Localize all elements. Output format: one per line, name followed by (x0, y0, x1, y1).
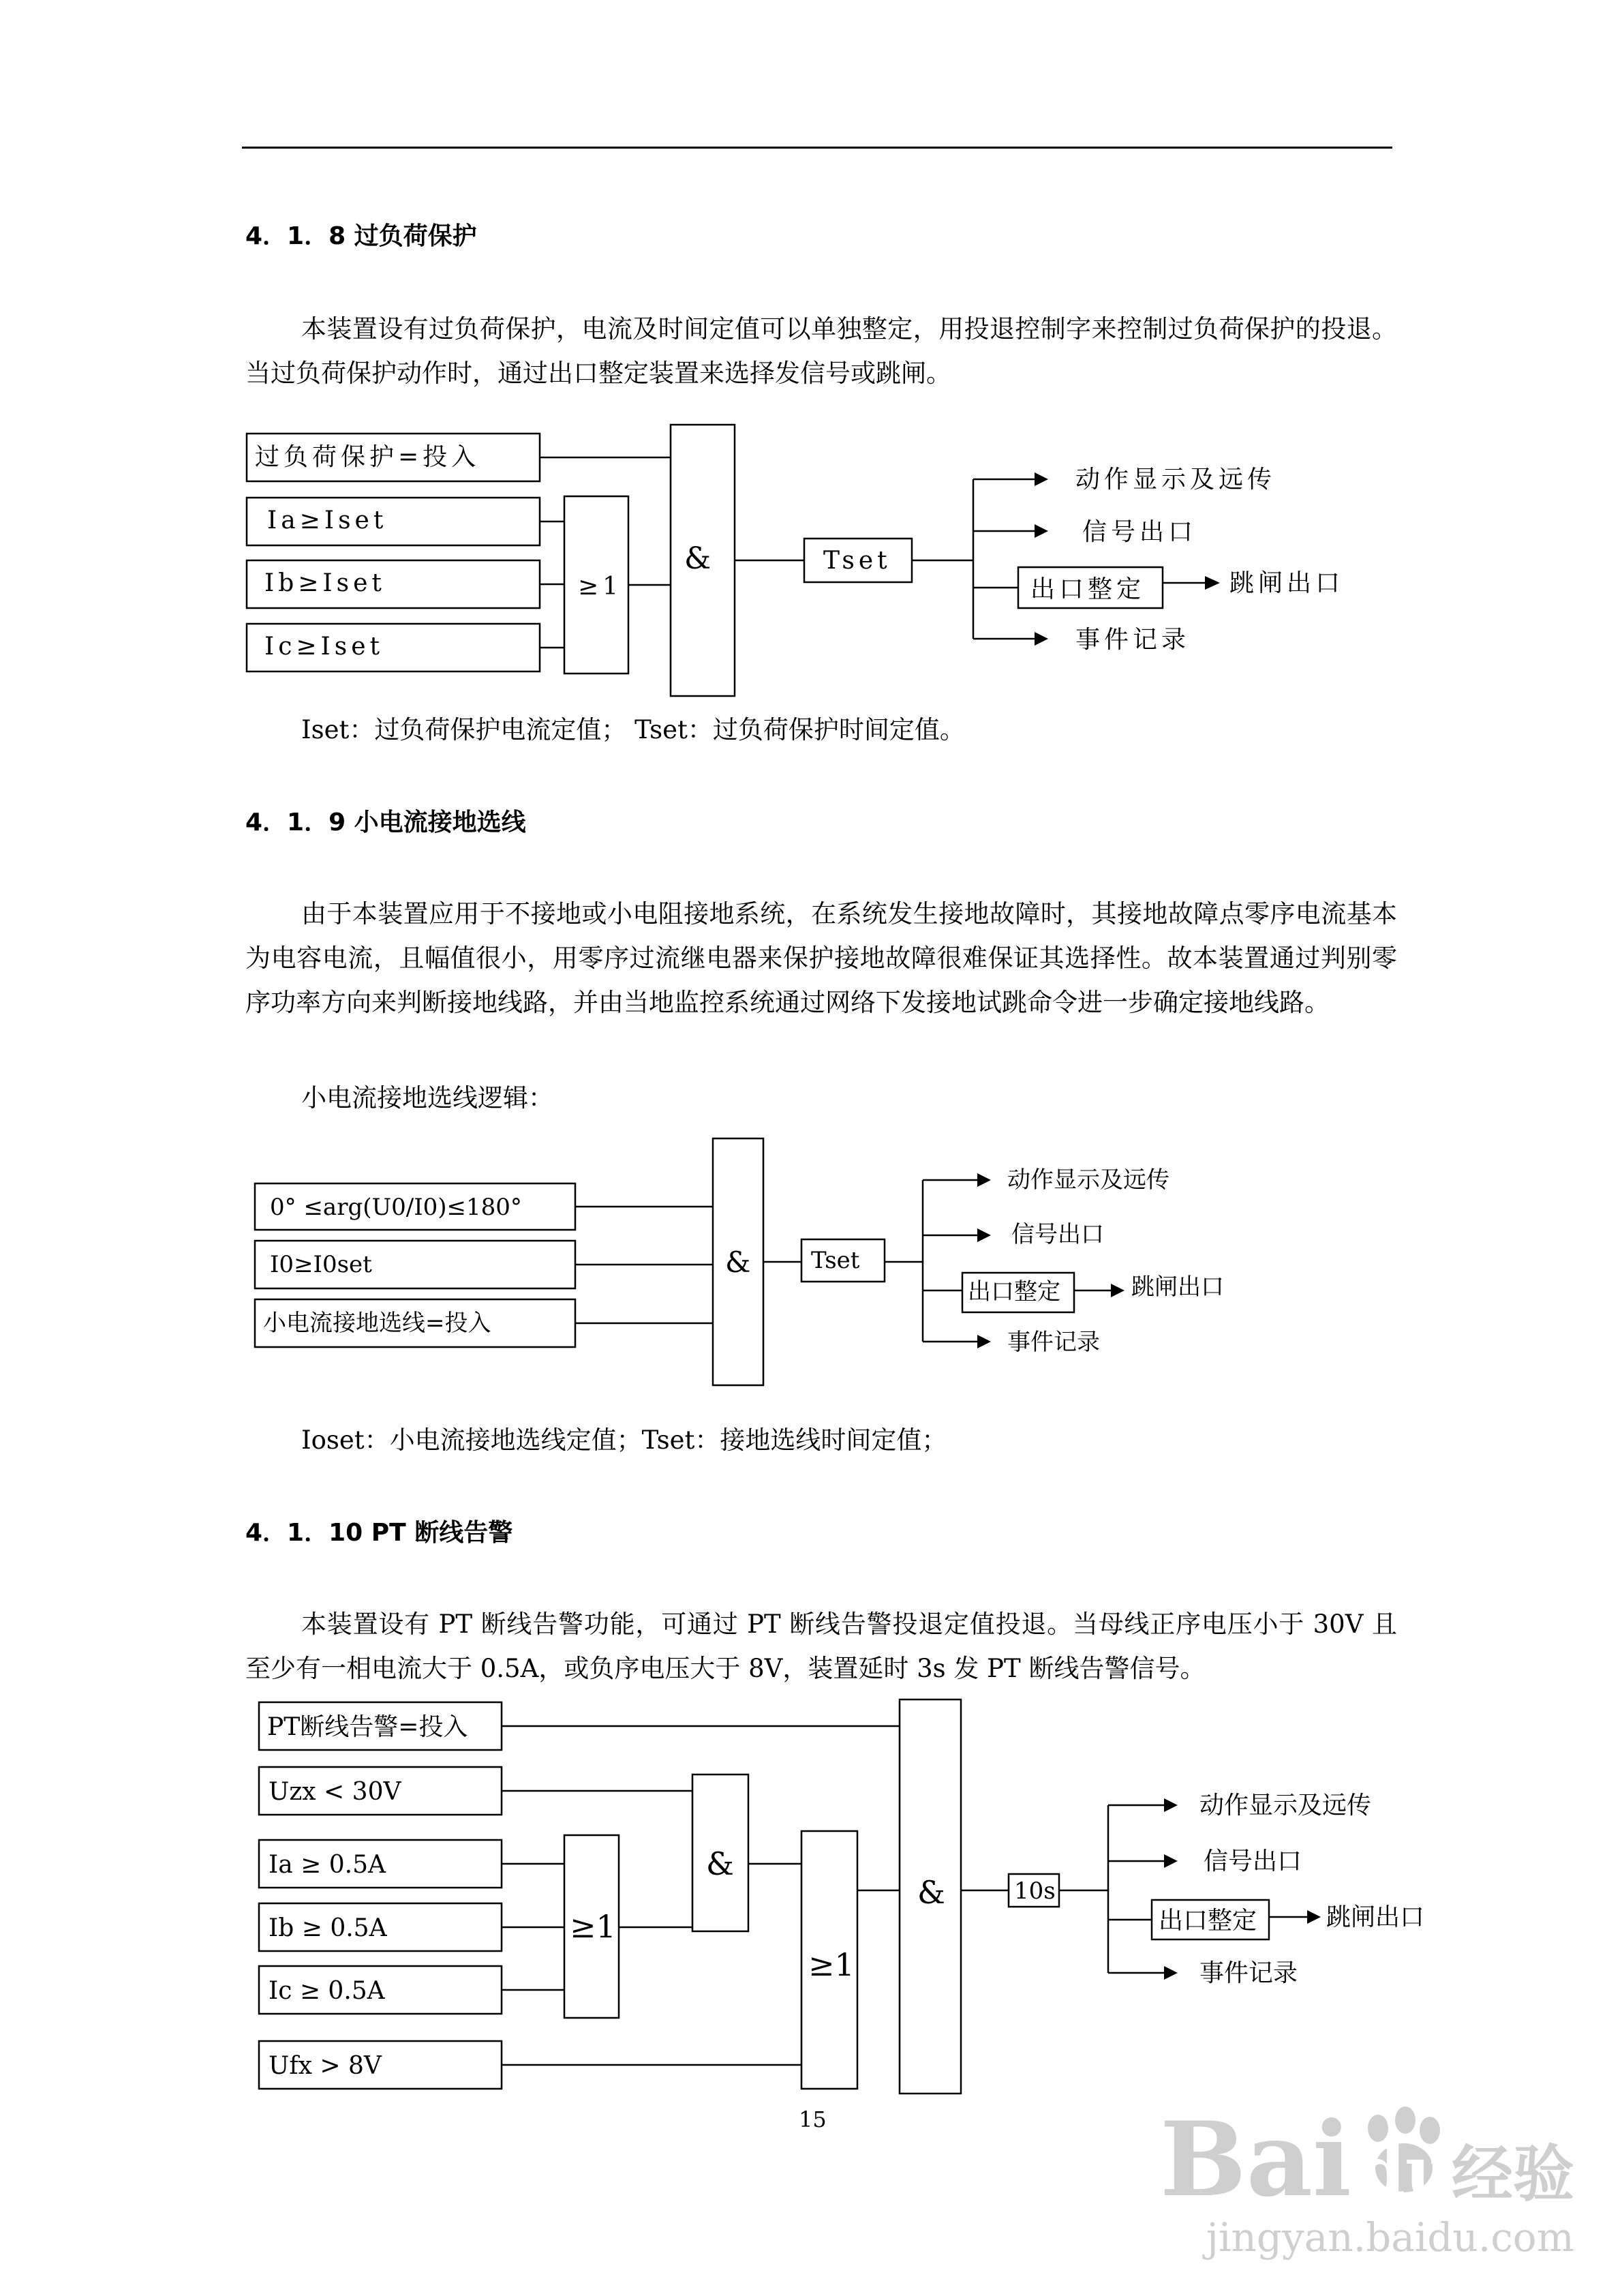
timer-label: Tset (811, 1247, 860, 1274)
output-label: 事件记录 (1199, 1959, 1298, 1987)
arrow-icon (1307, 1910, 1321, 1924)
input-label: 0° ≤arg(U0/I0)≤180° (270, 1194, 522, 1221)
input-label: Ic≥Iset (264, 633, 384, 661)
grounding-note: Ioset：小电流接地选线定值；Tset：接地选线时间定值； (301, 1425, 947, 1455)
output-label: 出口整定 (1030, 575, 1146, 603)
overload-note: Iset：过负荷保护电流定值； Tset：过负荷保护时间定值。 (301, 715, 965, 744)
grounding-subline: 小电流接地选线逻辑： (301, 1083, 553, 1113)
input-label: 过负荷保护=投入 (255, 443, 480, 471)
or-gate-2-label: ≥1 (808, 1946, 855, 1983)
section-heading-grounding: 4．1．9 小电流接地选线 (245, 809, 526, 836)
input-label: Ufx > 8V (269, 2052, 382, 2080)
arrow-icon (1164, 1966, 1178, 1980)
or-gate-label: ≥1 (578, 573, 623, 601)
grounding-logic-diagram (0, 1132, 1622, 1404)
and-gate-label: & (725, 1245, 751, 1279)
and-gate-2-label: & (917, 1874, 945, 1911)
output-label: 动作显示及远传 (1007, 1166, 1169, 1194)
baidu-watermark (1159, 2093, 1581, 2270)
output-label: 跳闸出口 (1131, 1273, 1224, 1301)
pt-break-logic-diagram (0, 1691, 1622, 2113)
arrow-icon (1111, 1284, 1124, 1297)
arrow-icon (1035, 472, 1048, 486)
section-heading-overload: 4．1．8 过负荷保护 (245, 222, 477, 250)
output-label: 出口整定 (968, 1278, 1060, 1305)
svg-text:Bai: Bai (1160, 2100, 1351, 2220)
or-gate-1-label: ≥1 (570, 1908, 616, 1945)
arrow-icon (1035, 524, 1048, 538)
svg-text:经验: 经验 (1452, 2138, 1574, 2210)
pt-break-paragraph: 本装置设有 PT 断线告警功能，可通过 PT 断线告警投退定值投退。当母线正序电压小于 30V 且至少有一相电流大于 0.5A，或负序电压大于 8V，装置延时 3s 发 PT 断线告警信号。 (245, 1610, 1397, 1683)
svg-text:jingyan.baidu.com: jingyan.baidu.com (1206, 2214, 1574, 2261)
output-label: 出口整定 (1159, 1907, 1257, 1935)
output-label: 信号出口 (1082, 518, 1197, 546)
input-label: 小电流接地选线=投入 (263, 1310, 491, 1337)
input-label: Ib ≥ 0.5A (269, 1914, 387, 1942)
arrow-icon (1035, 632, 1048, 646)
output-label: 信号出口 (1011, 1221, 1104, 1248)
svg-text:du: du (1358, 2131, 1455, 2211)
input-label: Ia ≥ 0.5A (269, 1851, 386, 1879)
arrow-icon (1164, 1798, 1178, 1812)
timer-label: Tset (823, 547, 891, 575)
output-label: 信号出口 (1204, 1847, 1302, 1875)
arrow-icon (977, 1228, 991, 1242)
and-gate-label: & (684, 541, 716, 576)
overload-paragraph: 本装置设有过负荷保护，电流及时间定值可以单独整定，用投退控制字来控制过负荷保护的投退。当过负荷保护动作时，通过出口整定装置来选择发信号或跳闸。 (245, 314, 1397, 388)
input-label: I0≥I0set (270, 1251, 372, 1278)
page-number: 15 (799, 2106, 827, 2132)
arrow-icon (977, 1335, 991, 1348)
timer-label: 10s (1014, 1877, 1056, 1905)
arrow-icon (1205, 576, 1220, 590)
input-label: Ia≥Iset (267, 507, 388, 534)
input-label: PT断线告警=投入 (267, 1713, 468, 1741)
arrow-icon (1164, 1854, 1178, 1868)
overload-logic-diagram (0, 423, 1622, 709)
arrow-icon (977, 1173, 991, 1187)
output-label: 事件记录 (1007, 1329, 1100, 1356)
section-heading-pt-break: 4．1．10 PT 断线告警 (245, 1519, 513, 1547)
header-rule (242, 147, 1392, 149)
and-gate-1-label: & (706, 1845, 734, 1882)
output-label: 动作显示及远传 (1199, 1792, 1372, 1819)
grounding-paragraph: 由于本装置应用于不接地或小电阻接地系统，在系统发生接地故障时，其接地故障点零序电流基本为电容电流，且幅值很小，用零序过流继电器来保护接地故障很难保证其选择性。故本装置通过判别零序功率方向来判断接地线路，并由当地监控系统通过网络下发接地试跳命令进一步确定接地线路。 (245, 899, 1397, 1017)
input-label: Uzx < 30V (269, 1778, 401, 1806)
output-label: 跳闸出口 (1326, 1903, 1425, 1931)
input-label: Ic ≥ 0.5A (269, 1977, 385, 2005)
output-label: 动作显示及远传 (1075, 466, 1276, 494)
output-label: 跳闸出口 (1229, 569, 1345, 597)
input-label: Ib≥Iset (264, 569, 386, 597)
output-label: 事件记录 (1075, 626, 1191, 654)
